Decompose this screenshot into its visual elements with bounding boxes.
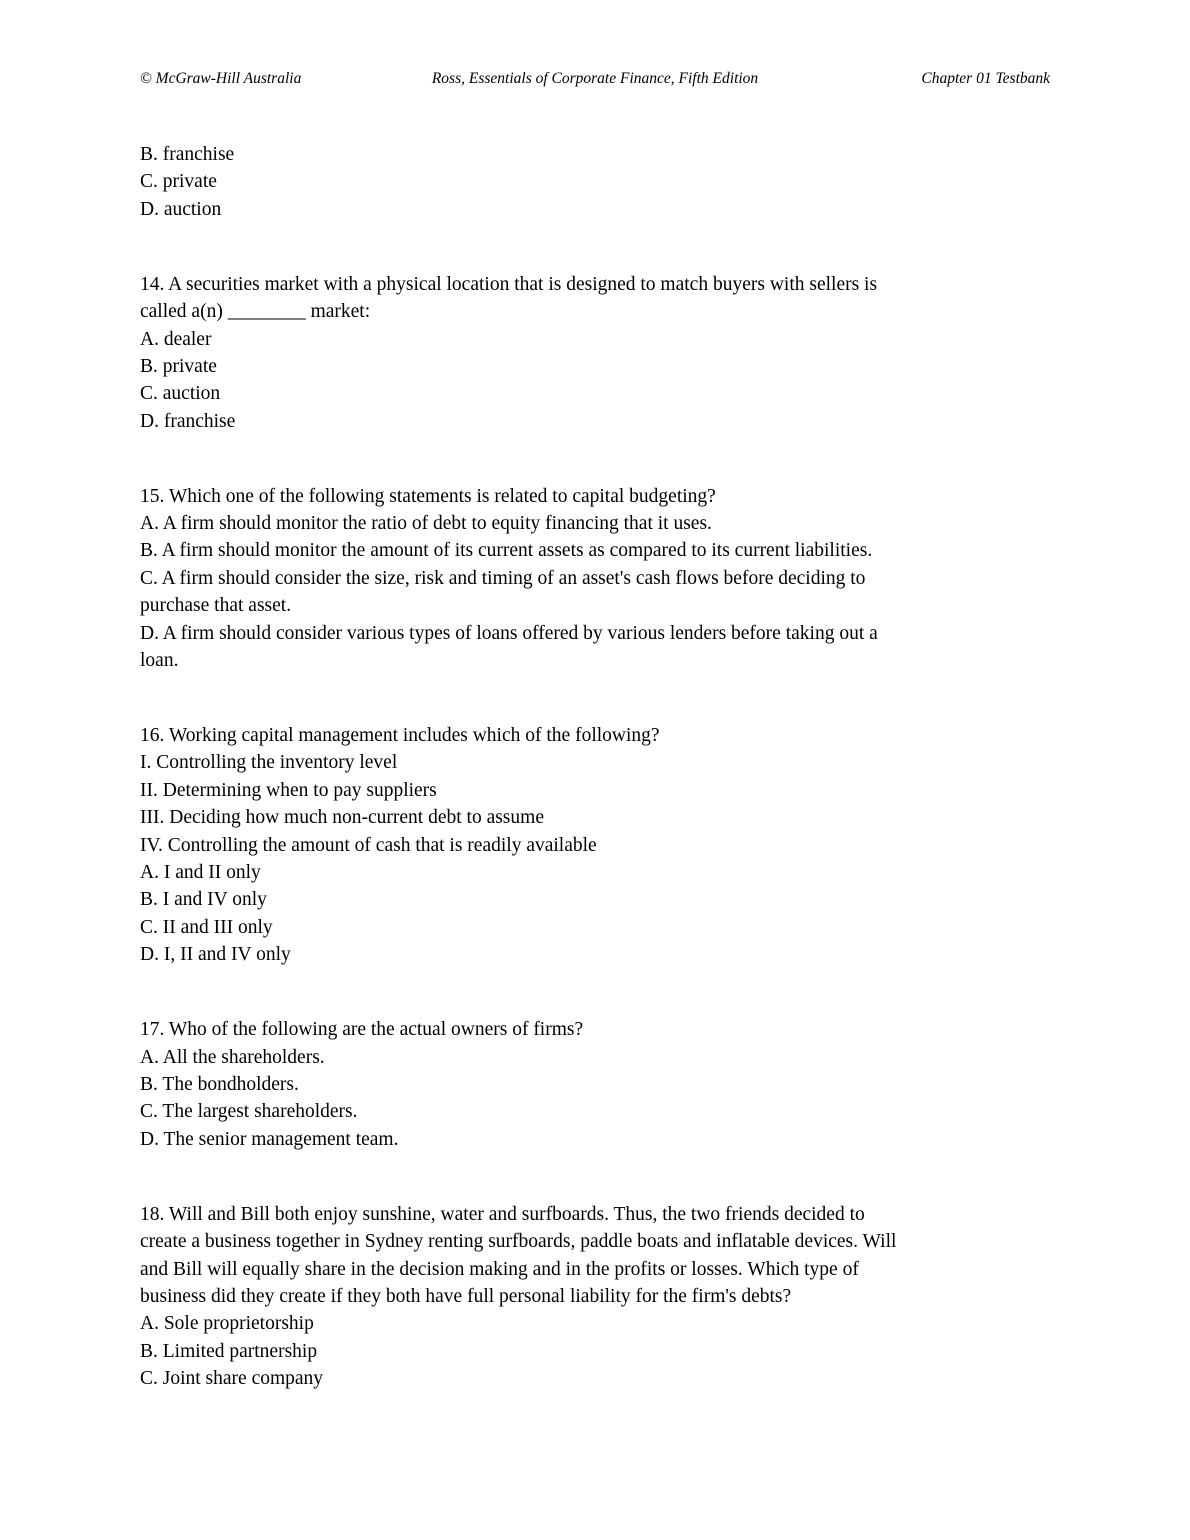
answer-option-line: A. All the shareholders.: [140, 1046, 325, 1068]
page-header: [140, 69, 1050, 89]
question-stem-line: 18. Will and Bill both enjoy sunshine, water and surfboards. Thus, the two friends decided to: [140, 1203, 865, 1225]
document-body: [140, 141, 1050, 1393]
question-stem-line: 15. Which one of the following statements is related to capital budgeting?: [140, 485, 716, 507]
answer-option-line: C. II and III only: [140, 916, 273, 938]
answer-option-line: A. Sole proprietorship: [140, 1313, 314, 1335]
header-book-title: Ross, Essentials of Corporate Finance, Fifth Edition: [431, 70, 759, 87]
text-line: business did they create if they both have full personal liability for the firm's debts?: [140, 1285, 792, 1307]
question-block: [140, 1201, 1050, 1393]
answer-option-line: B. Limited partnership: [140, 1340, 318, 1362]
question-stem-line: 16. Working capital management includes which of the following?: [140, 725, 660, 746]
text-line: called a(n) ________ market:: [140, 301, 371, 323]
numbered-statement-line: II. Determining when to pay suppliers: [140, 779, 437, 801]
answer-option-line: A. I and II only: [140, 862, 261, 884]
numbered-statement-line: III. Deciding how much non-current debt to assume: [140, 807, 544, 829]
answer-option-line: C. auction: [140, 383, 221, 405]
answer-option-line: B. The bondholders.: [140, 1073, 299, 1095]
question-block: [140, 483, 1050, 675]
answer-option-line: D. A firm should consider various types of loans offered by various lenders before taking out a: [140, 622, 878, 644]
header-chapter-label: Chapter 01 Testbank: [921, 70, 1051, 87]
question-block: [140, 271, 1050, 435]
answer-option-line: A. dealer: [140, 328, 212, 350]
question-block: [140, 1016, 1050, 1153]
numbered-statement-line: IV. Controlling the amount of cash that is readily available: [140, 834, 597, 856]
answer-option-line: D. The senior management team.: [140, 1128, 399, 1150]
header-copyright: © McGraw-Hill Australia: [140, 70, 302, 87]
text-line: loan.: [140, 650, 179, 672]
text-line: purchase that asset.: [140, 595, 292, 617]
answer-option-line: B. franchise: [140, 144, 235, 165]
answer-option-line: C. The largest shareholders.: [140, 1101, 358, 1123]
answer-option-line: B. A firm should monitor the amount of its current assets as compared to its current liabilities.: [140, 540, 873, 562]
answer-option-line: C. private: [140, 171, 217, 193]
question-block: [140, 722, 1050, 969]
answer-option-line: D. franchise: [140, 410, 236, 432]
answer-option-line: B. I and IV only: [140, 889, 267, 911]
answer-option-line: C. A firm should consider the size, risk and timing of an asset's cash flows before deciding to: [140, 567, 866, 589]
answer-option-line: D. auction: [140, 198, 222, 220]
text-line: and Bill will equally share in the decision making and in the profits or losses. Which type of: [140, 1258, 859, 1280]
answer-option-line: B. private: [140, 355, 217, 377]
text-line: create a business together in Sydney renting surfboards, paddle boats and inflatable devices. Will: [140, 1231, 897, 1253]
numbered-statement-line: I. Controlling the inventory level: [140, 752, 398, 774]
answer-option-line: C. Joint share company: [140, 1368, 324, 1390]
question-block: [140, 141, 1050, 223]
question-stem-line: 14. A securities market with a physical location that is designed to match buyers with sellers is: [140, 273, 878, 295]
question-stem-line: 17. Who of the following are the actual owners of firms?: [140, 1019, 584, 1041]
answer-option-line: D. I, II and IV only: [140, 944, 291, 966]
answer-option-line: A. A firm should monitor the ratio of debt to equity financing that it uses.: [140, 513, 712, 535]
